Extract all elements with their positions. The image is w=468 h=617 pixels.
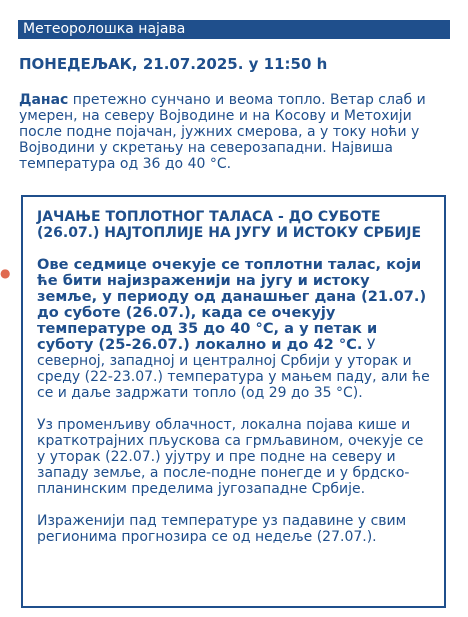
warning-paragraph-2: Уз променљиву облачност, локална појава кише и краткотрајних пљускова са грмљавином, очекује се у уторак (22.07.) ујутру и пре подне на северу и западу земље, а после-подне понегде и у брдско-планинским пределима југозападне Србије. [37,417,424,497]
page-header-bar [18,20,450,39]
warning-paragraph-1 [37,257,434,401]
warning-paragraph-1-text: У северној, западној и централној Србији у уторак и среду (22-23.07.) температура у мањем паду, али ће се и даље задржати топло (од 29 до 35 °C). [37,337,430,401]
today-forecast [19,92,453,172]
heatwave-warning-box [21,195,446,608]
forecast-date: ПОНЕДЕЉАК, 21.07.2025. у 11:50 h [19,55,328,73]
today-label: Данас [19,92,69,108]
edge-decoration-icon: ● [0,266,11,280]
warning-highlight: Ове седмице очекује се топлотни талас, који ће бити најизраженији на југу и истоку земље, у периоду од данашњег дана (21.07.) до суботе (26.07.), када се очекују температуре од 35 до 40 °C, а у петак и суботу (25-26.07.) локално и до 42 °C. [37,256,427,353]
warning-title: ЈАЧАЊЕ ТОПЛОТНОГ ТАЛАСА - ДО СУБОТЕ (26.07.) НАЈТОПЛИЈЕ НА ЈУГУ И ИСТОКУ СРБИЈЕ [37,209,422,241]
warning-paragraph-3: Израженији пад температуре уз падавине у свим регионима прогнозира се од недеље (27.07.). [37,513,407,545]
today-forecast-text: претежно сунчано и веома топло. Ветар слаб и умерен, на северу Војводине и на Косову и Метохији после подне појачан, јужних смерова, а у току ноћи у Војводини у скретању на северозападни. Највиша температура од 36 до 40 °C. [19,92,426,172]
header-title: Метеоролошка најава [23,21,186,37]
